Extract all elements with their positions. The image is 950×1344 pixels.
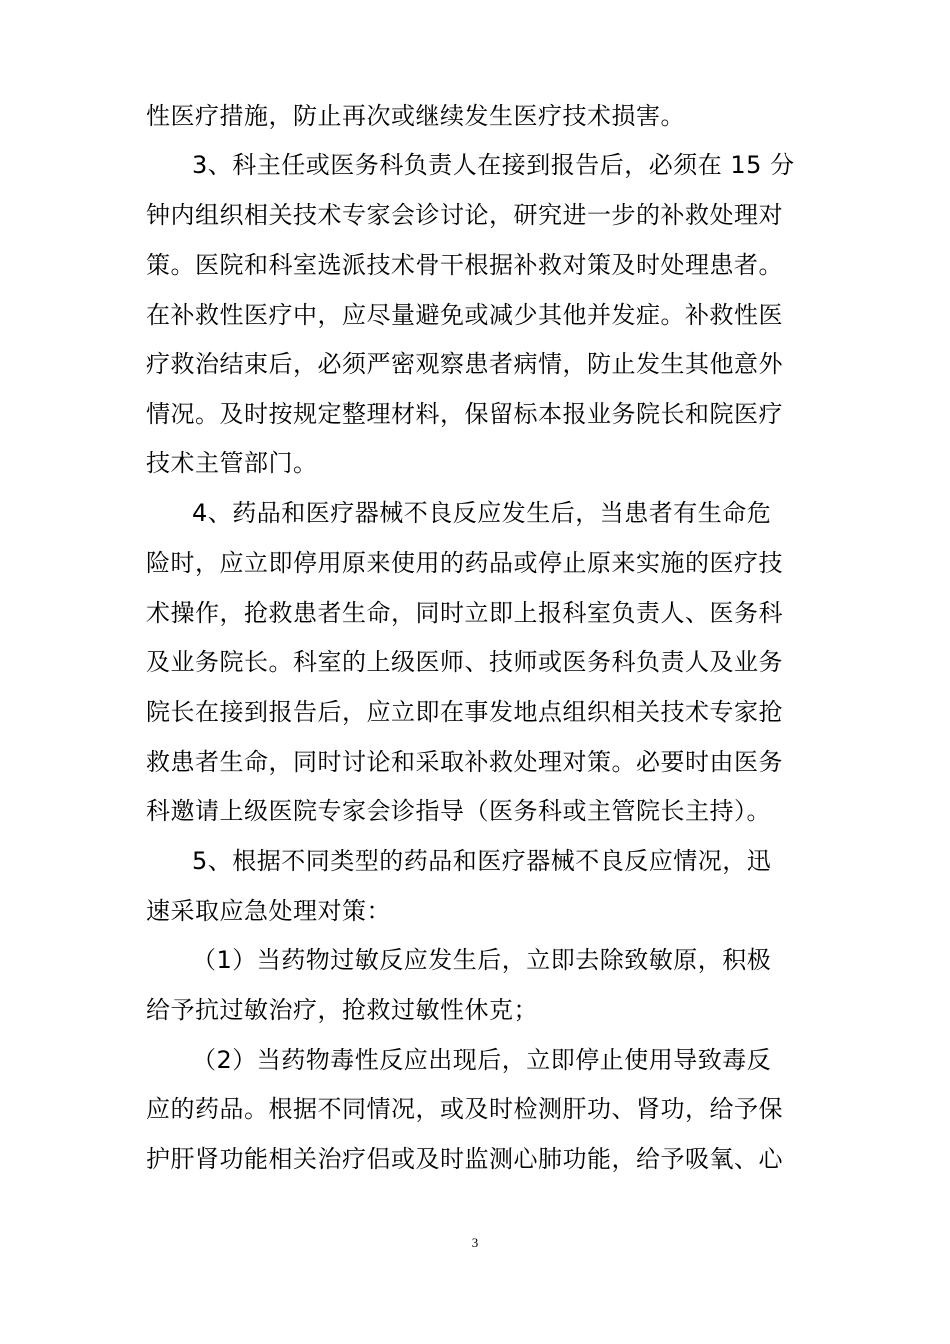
paragraph-line: 险时，应立即停用原来使用的药品或停止原来实施的医疗技	[146, 549, 783, 577]
paragraph-line: （2）当药物毒性反应出现后，立即停止使用导致毒反	[192, 1046, 772, 1074]
paragraph-line: 术操作，抢救患者生命，同时立即上报科室负责人、医务科	[146, 599, 783, 627]
paragraph-line: 应的药品。根据不同情况，或及时检测肝功、肾功，给予保	[146, 1095, 783, 1123]
paragraph-line: 情况。及时按规定整理材料，保留标本报业务院长和院医疗	[146, 400, 783, 428]
paragraph-line: 疗救治结束后，必须严密观察患者病情，防止发生其他意外	[146, 350, 783, 378]
paragraph-line: 给予抗过敏治疗，抢救过敏性休克；	[146, 996, 538, 1024]
paragraph-line: 5、根据不同类型的药品和医疗器械不良反应情况，迅	[192, 847, 772, 875]
paragraph-line: 3、科主任或医务科负责人在接到报告后，必须在 15 分	[192, 151, 795, 179]
paragraph-line: 院长在接到报告后，应立即在事发地点组织相关技术专家抢	[146, 698, 783, 726]
paragraph-line: 科邀请上级医院专家会诊指导（医务科或主管院长主持）。	[146, 797, 771, 825]
paragraph-line: 4、药品和医疗器械不良反应发生后，当患者有生命危	[192, 499, 772, 527]
paragraph-line: 性医疗措施，防止再次或继续发生医疗技术损害。	[146, 102, 685, 130]
paragraph-line: 速采取应急处理对策：	[146, 897, 391, 925]
paragraph-line: 技术主管部门。	[146, 449, 318, 477]
paragraph-line: 救患者生命，同时讨论和采取补救处理对策。必要时由医务	[146, 748, 783, 776]
paragraph-line: 钟内组织相关技术专家会诊讨论，研究进一步的补救处理对	[146, 201, 783, 229]
paragraph-line: 在补救性医疗中，应尽量避免或减少其他并发症。补救性医	[146, 301, 783, 329]
page-number: 3	[471, 1235, 479, 1250]
paragraph-line: 策。医院和科室选派技术骨干根据补救对策及时处理患者。	[146, 251, 783, 279]
paragraph-line: 及业务院长。科室的上级医师、技师或医务科负责人及业务	[146, 648, 783, 676]
paragraph-line: （1）当药物过敏反应发生后，立即去除致敏原，积极	[192, 946, 772, 974]
paragraph-line: 护肝肾功能相关治疗侣或及时监测心肺功能，给予吸氧、心	[146, 1145, 783, 1173]
